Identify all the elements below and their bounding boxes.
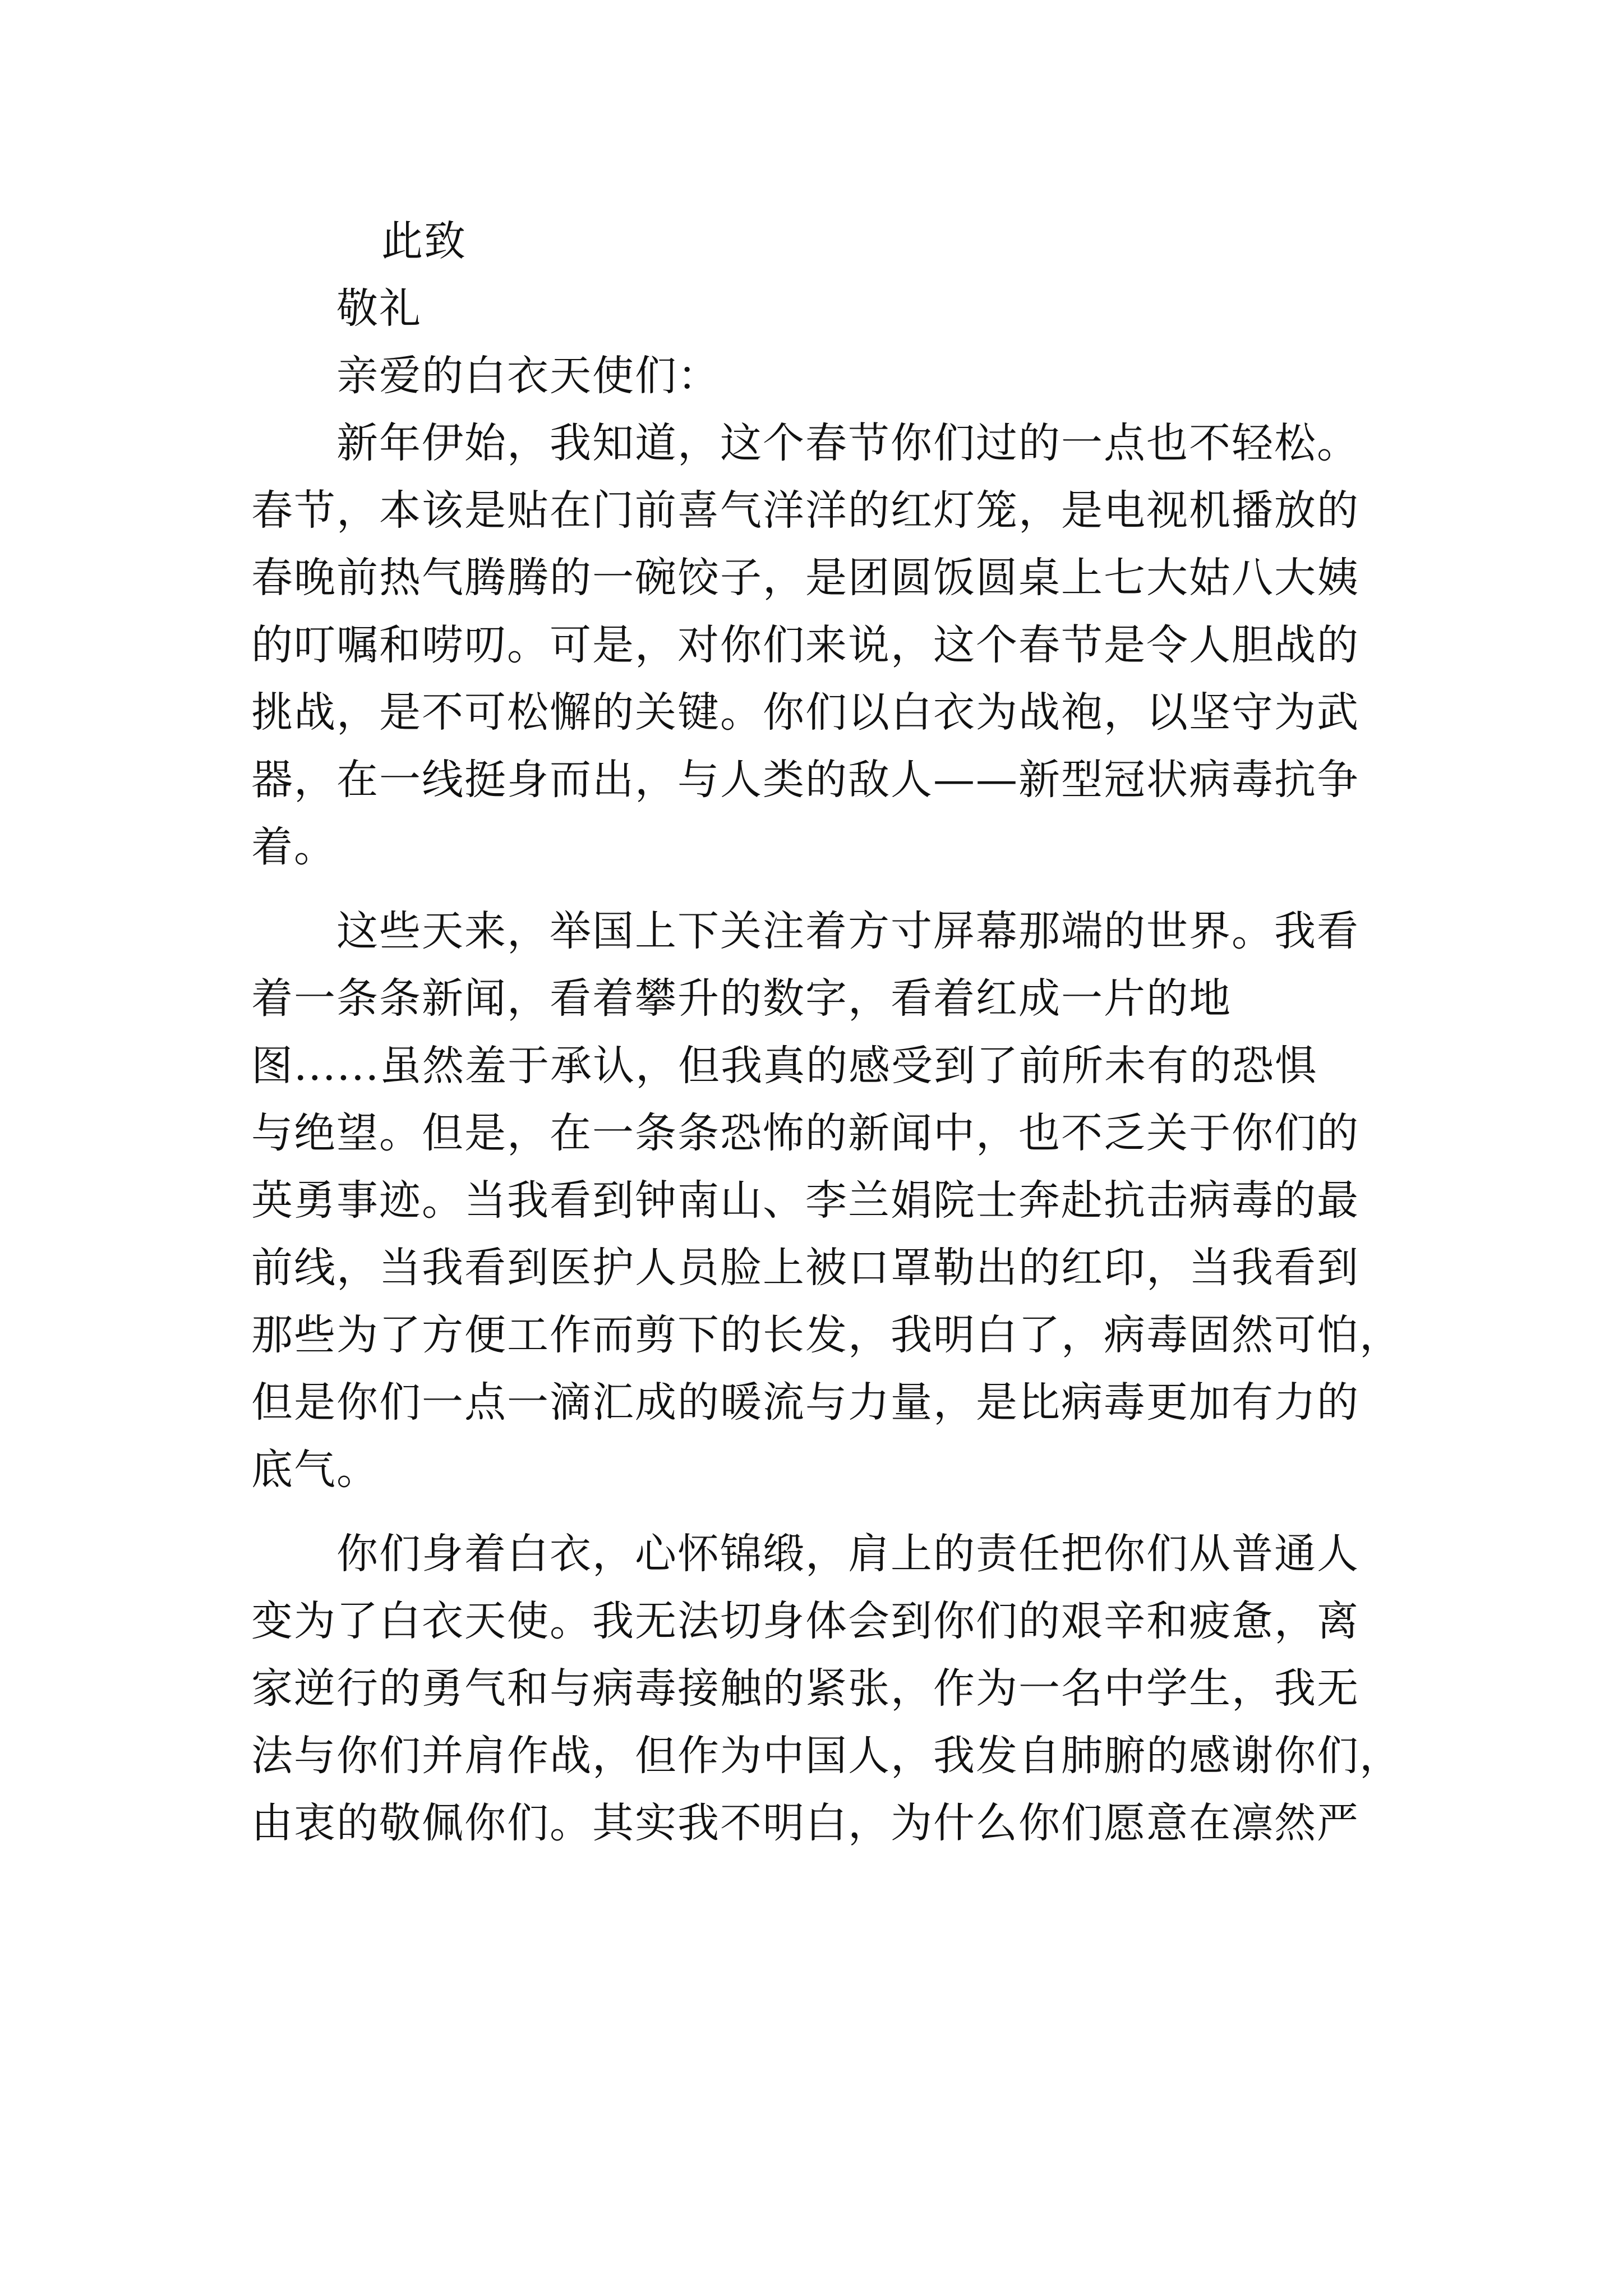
closing-regards: 敬礼 — [336, 284, 422, 333]
paragraph-line: 英勇事迹。当我看到钟南山、李兰娟院士奔赴抗击病毒的最 — [251, 1176, 1359, 1225]
paragraph-line: 法与你们并肩作战，但作为中国人，我发自肺腑的感谢你们， — [251, 1732, 1402, 1780]
paragraph-line: 春晚前热气腾腾的一碗饺子，是团圆饭圆桌上七大姑八大姨 — [251, 554, 1359, 602]
paragraph-line: 着。 — [251, 823, 336, 871]
paragraph-line: 图......虽然羞于承认，但我真的感受到了前所未有的恐惧 — [251, 1042, 1318, 1090]
paragraph-line: 新年伊始，我知道，这个春节你们过的一点也不轻松。 — [336, 419, 1359, 467]
paragraph-line: 与绝望。但是，在一条条恐怖的新闻中，也不乏关于你们的 — [251, 1109, 1359, 1157]
paragraph-line: 变为了白衣天使。我无法切身体会到你们的艰辛和疲惫，离 — [251, 1597, 1359, 1645]
paragraph-line: 器，在一线挺身而出，与人类的敌人——新型冠状病毒抗争 — [251, 756, 1359, 804]
paragraph-line: 春节，本该是贴在门前喜气洋洋的红灯笼，是电视机播放的 — [251, 486, 1359, 535]
paragraph-line: 但是你们一点一滴汇成的暖流与力量，是比病毒更加有力的 — [251, 1378, 1359, 1427]
paragraph-line: 你们身着白衣，心怀锦缎，肩上的责任把你们从普通人 — [336, 1530, 1359, 1578]
paragraph-line: 前线，当我看到医护人员脸上被口罩勒出的红印，当我看到 — [251, 1244, 1359, 1292]
paragraph-line: 的叮嘱和唠叨。可是，对你们来说，这个春节是令人胆战的 — [251, 621, 1359, 669]
paragraph-line: 那些为了方便工作而剪下的长发，我明白了，病毒固然可怕， — [251, 1311, 1402, 1359]
paragraph-line: 这些天来，举国上下关注着方寸屏幕那端的世界。我看 — [336, 907, 1359, 955]
paragraph-line: 家逆行的勇气和与病毒接触的紧张，作为一名中学生，我无 — [251, 1664, 1359, 1713]
closing-salutation: 此致 — [381, 217, 467, 265]
letter-greeting: 亲爱的白衣天使们： — [336, 352, 720, 400]
paragraph-line: 着一条条新闻，看着攀升的数字，看着红成一片的地 — [251, 974, 1232, 1023]
paragraph-line: 由衷的敬佩你们。其实我不明白，为什么你们愿意在凛然严 — [251, 1799, 1359, 1847]
paragraph-line: 挑战，是不可松懈的关键。你们以白衣为战袍，以坚守为武 — [251, 688, 1359, 737]
paragraph-line: 底气。 — [251, 1446, 379, 1494]
